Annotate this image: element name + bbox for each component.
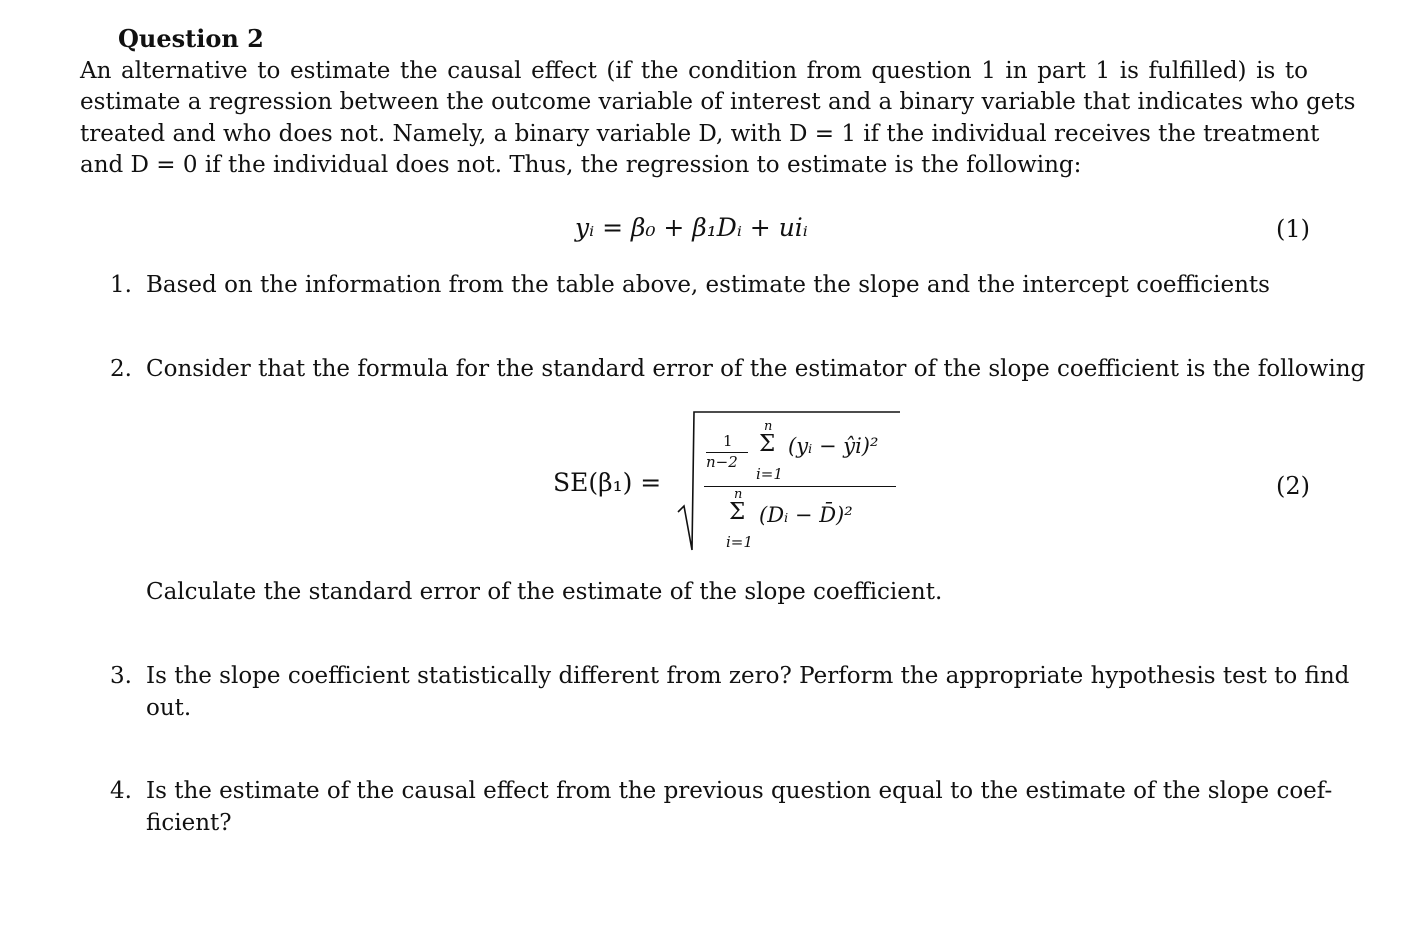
list-item-line: Is the slope coefficient statistically different from zero? Perform the appropriate hypothesis test to find xyxy=(146,663,1350,689)
list-item-line: ficient? xyxy=(146,810,232,836)
intro-line: and D = 0 if the individual does not. Thus, the regression to estimate is the following: xyxy=(80,152,1082,178)
list-item-number: 1. xyxy=(110,272,132,298)
sum-sigma: Σ xyxy=(729,499,746,525)
numerator-term: (yᵢ − ŷi)² xyxy=(788,434,879,458)
se-lhs: SE(β₁) = xyxy=(553,468,662,497)
list-item-number: 3. xyxy=(110,663,132,689)
main-fraction-bar xyxy=(704,486,896,487)
sum-lower-limit: i=1 xyxy=(756,465,783,483)
intro-line: estimate a regression between the outcome variable of interest and a binary variable that indicates who gets xyxy=(80,89,1356,115)
square-root-sign xyxy=(674,410,904,558)
list-item-text: Based on the information from the table above, estimate the slope and the intercept coefficients xyxy=(146,272,1270,298)
sum-sigma: Σ xyxy=(759,431,776,457)
list-item-2-followup: Calculate the standard error of the estimate of the slope coefficient. xyxy=(146,579,943,605)
fraction-numerator-1: 1 xyxy=(723,432,733,450)
equation-number-1: (1) xyxy=(1276,215,1310,243)
list-item-line: out. xyxy=(146,695,192,721)
list-item-text: Consider that the formula for the standard error of the estimator of the slope coefficient is the following xyxy=(146,356,1366,382)
regression-equation: yᵢ = β₀ + β₁Dᵢ + uiᵢ xyxy=(575,213,808,242)
sum-lower-limit: i=1 xyxy=(726,533,753,551)
equation-number-2: (2) xyxy=(1276,472,1310,500)
fraction-denominator-n2: n−2 xyxy=(706,453,738,471)
question-heading: Question 2 xyxy=(118,24,264,53)
intro-line: treated and who does not. Namely, a binary variable D, with D = 1 if the individual receives the treatment xyxy=(80,121,1320,147)
sum-upper-limit: n xyxy=(764,419,773,434)
intro-line: An alternative to estimate the causal effect (if the condition from question 1 in part 1 is fulfilled) is to xyxy=(80,58,1308,84)
list-item-number: 2. xyxy=(110,356,132,382)
list-item-line: Is the estimate of the causal effect from the previous question equal to the estimate of the slope coef- xyxy=(146,778,1333,804)
list-item-number: 4. xyxy=(110,778,132,804)
sum-upper-limit: n xyxy=(734,487,743,502)
denominator-term: (Dᵢ − D̄)² xyxy=(759,503,853,527)
